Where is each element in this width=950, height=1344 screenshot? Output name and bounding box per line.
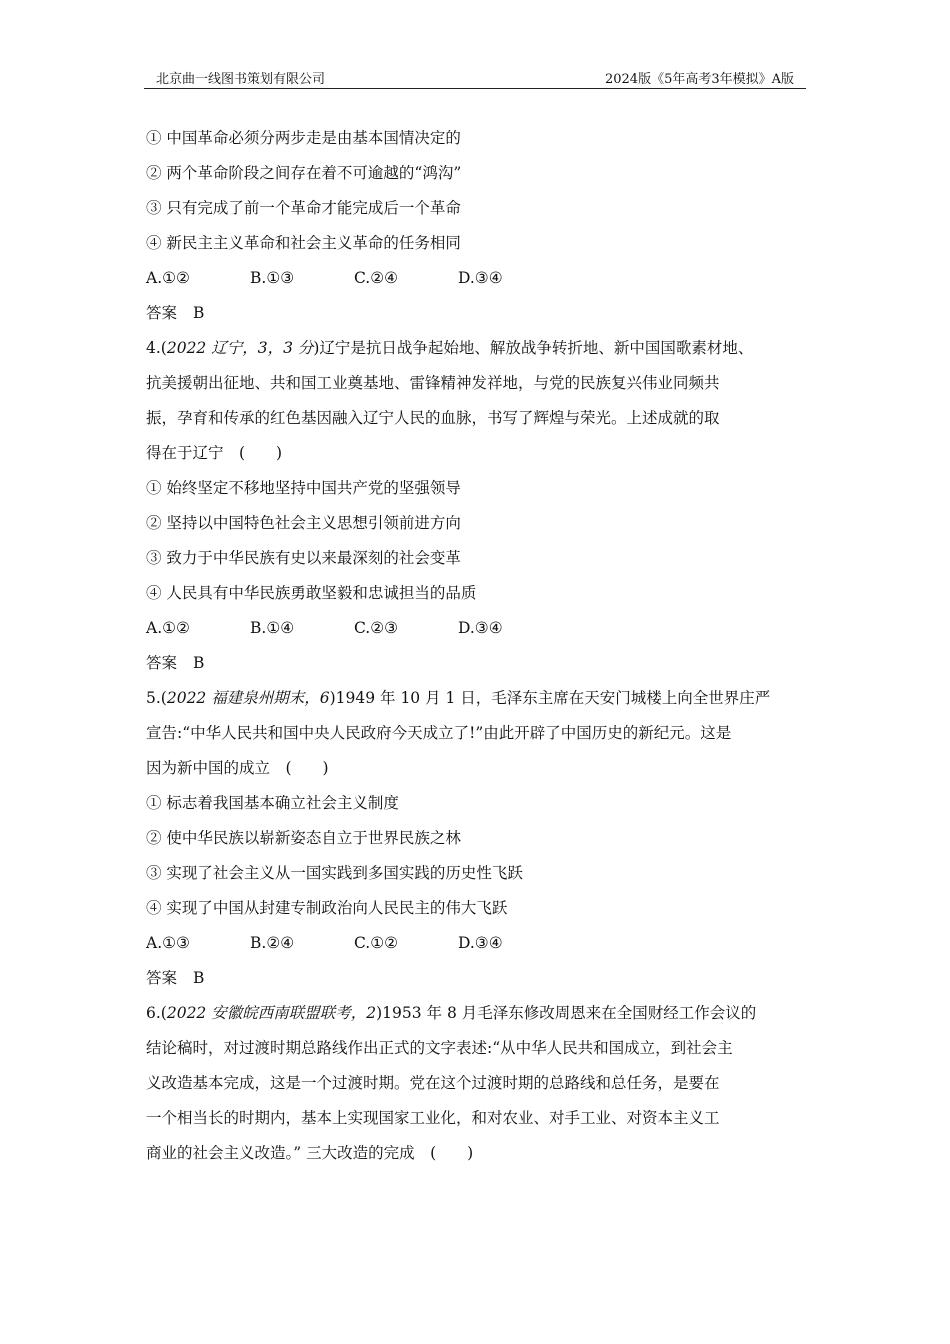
question-3 [146, 121, 808, 331]
question-text-line: 抗美援朝出征地、共和国工业奠基地、雷锋精神发祥地，与党的民族复兴伟业同频共 [146, 374, 720, 392]
question-source: 2022 安徽皖西南联盟联考，2 [166, 1004, 377, 1022]
question-number: 5.( [146, 689, 167, 707]
publisher-name: 北京曲一线图书策划有限公司 [156, 72, 326, 87]
answer-line [146, 646, 808, 681]
question-stem-line [146, 996, 808, 1031]
question-text-line: 一个相当长的时期内，基本上实现国家工业化，和对农业、对手工业、对资本主义工 [146, 1109, 720, 1127]
question-text-line: 因为新中国的成立 ( ) [146, 759, 329, 777]
question-stem-line [146, 331, 808, 366]
choice-b: B.①③ [250, 269, 295, 287]
choice-b: B.②④ [250, 934, 295, 952]
question-5 [146, 681, 808, 996]
answer-line [146, 961, 808, 996]
answer-line [146, 296, 808, 331]
page-header [144, 64, 806, 89]
option-3: ③ 致力于中华民族有史以来最深刻的社会变革 [146, 549, 461, 567]
question-4 [146, 331, 808, 681]
choice-d: D.③④ [458, 269, 503, 287]
question-text-line: 振，孕育和传承的红色基因融入辽宁人民的血脉，书写了辉煌与荣光。上述成就的取 [146, 409, 720, 427]
document-body [146, 121, 808, 1171]
question-text: )1949 年 10 月 1 日，毛泽东主席在天安门城楼上向全世界庄严 [329, 689, 771, 707]
option-2: ② 坚持以中国特色社会主义思想引领前进方向 [146, 514, 461, 532]
choice-c: C.②④ [354, 269, 399, 287]
answer-value: B [193, 969, 205, 987]
question-text-line: 宣告:“中华人民共和国中央人民政府今天成立了!”由此开辟了中国历史的新纪元。这是 [146, 724, 732, 742]
option-2: ② 使中华民族以崭新姿态自立于世界民族之林 [146, 829, 461, 847]
question-stem-line [146, 681, 808, 716]
question-number: 4.( [146, 339, 167, 357]
option-1: ① 中国革命必须分两步走是由基本国情决定的 [146, 129, 461, 147]
choice-a: A.①② [146, 269, 190, 287]
choice-d: D.③④ [458, 934, 503, 952]
answer-choices [146, 611, 808, 646]
answer-label: 答案 [146, 969, 178, 987]
question-source: 2022 辽宁，3，3 分 [166, 339, 314, 357]
option-3: ③ 实现了社会主义从一国实践到多国实践的历史性飞跃 [146, 864, 523, 882]
question-number: 6.( [146, 1004, 167, 1022]
question-source: 2022 福建泉州期末，6 [166, 689, 330, 707]
question-text-line: 义改造基本完成，这是一个过渡时期。党在这个过渡时期的总路线和总任务，是要在 [146, 1074, 720, 1092]
option-4: ④ 人民具有中华民族勇敢坚毅和忠诚担当的品质 [146, 584, 477, 602]
choice-d: D.③④ [458, 619, 503, 637]
option-4: ④ 实现了中国从封建专制政治向人民民主的伟大飞跃 [146, 899, 508, 917]
choice-b: B.①④ [250, 619, 295, 637]
option-1: ① 标志着我国基本确立社会主义制度 [146, 794, 399, 812]
choice-a: A.①③ [146, 934, 190, 952]
answer-choices [146, 261, 808, 296]
question-text: )1953 年 8 月毛泽东修改周恩来在全国财经工作会议的 [376, 1004, 757, 1022]
answer-label: 答案 [146, 304, 178, 322]
choice-c: C.①② [354, 934, 399, 952]
question-text-line: 结论稿时，对过渡时期总路线作出正式的文字表述:“从中华人民共和国成立，到社会主 [146, 1039, 733, 1057]
answer-value: B [193, 654, 205, 672]
choice-c: C.②③ [354, 619, 399, 637]
question-text: )辽宁是抗日战争起始地、解放战争转折地、新中国国歌素材地、 [313, 339, 754, 357]
choice-a: A.①② [146, 619, 190, 637]
option-2: ② 两个革命阶段之间存在着不可逾越的“鸿沟” [146, 164, 462, 182]
question-text-line: 商业的社会主义改造。” 三大改造的完成 ( ) [146, 1144, 474, 1162]
question-text-line: 得在于辽宁 ( ) [146, 444, 283, 462]
option-4: ④ 新民主主义革命和社会主义革命的任务相同 [146, 234, 461, 252]
answer-choices [146, 926, 808, 961]
option-1: ① 始终坚定不移地坚持中国共产党的坚强领导 [146, 479, 461, 497]
answer-value: B [193, 304, 205, 322]
option-3: ③ 只有完成了前一个革命才能完成后一个革命 [146, 199, 461, 217]
answer-label: 答案 [146, 654, 178, 672]
edition-title: 2024版《5年高考3年模拟》A版 [604, 72, 794, 87]
question-6 [146, 996, 808, 1171]
